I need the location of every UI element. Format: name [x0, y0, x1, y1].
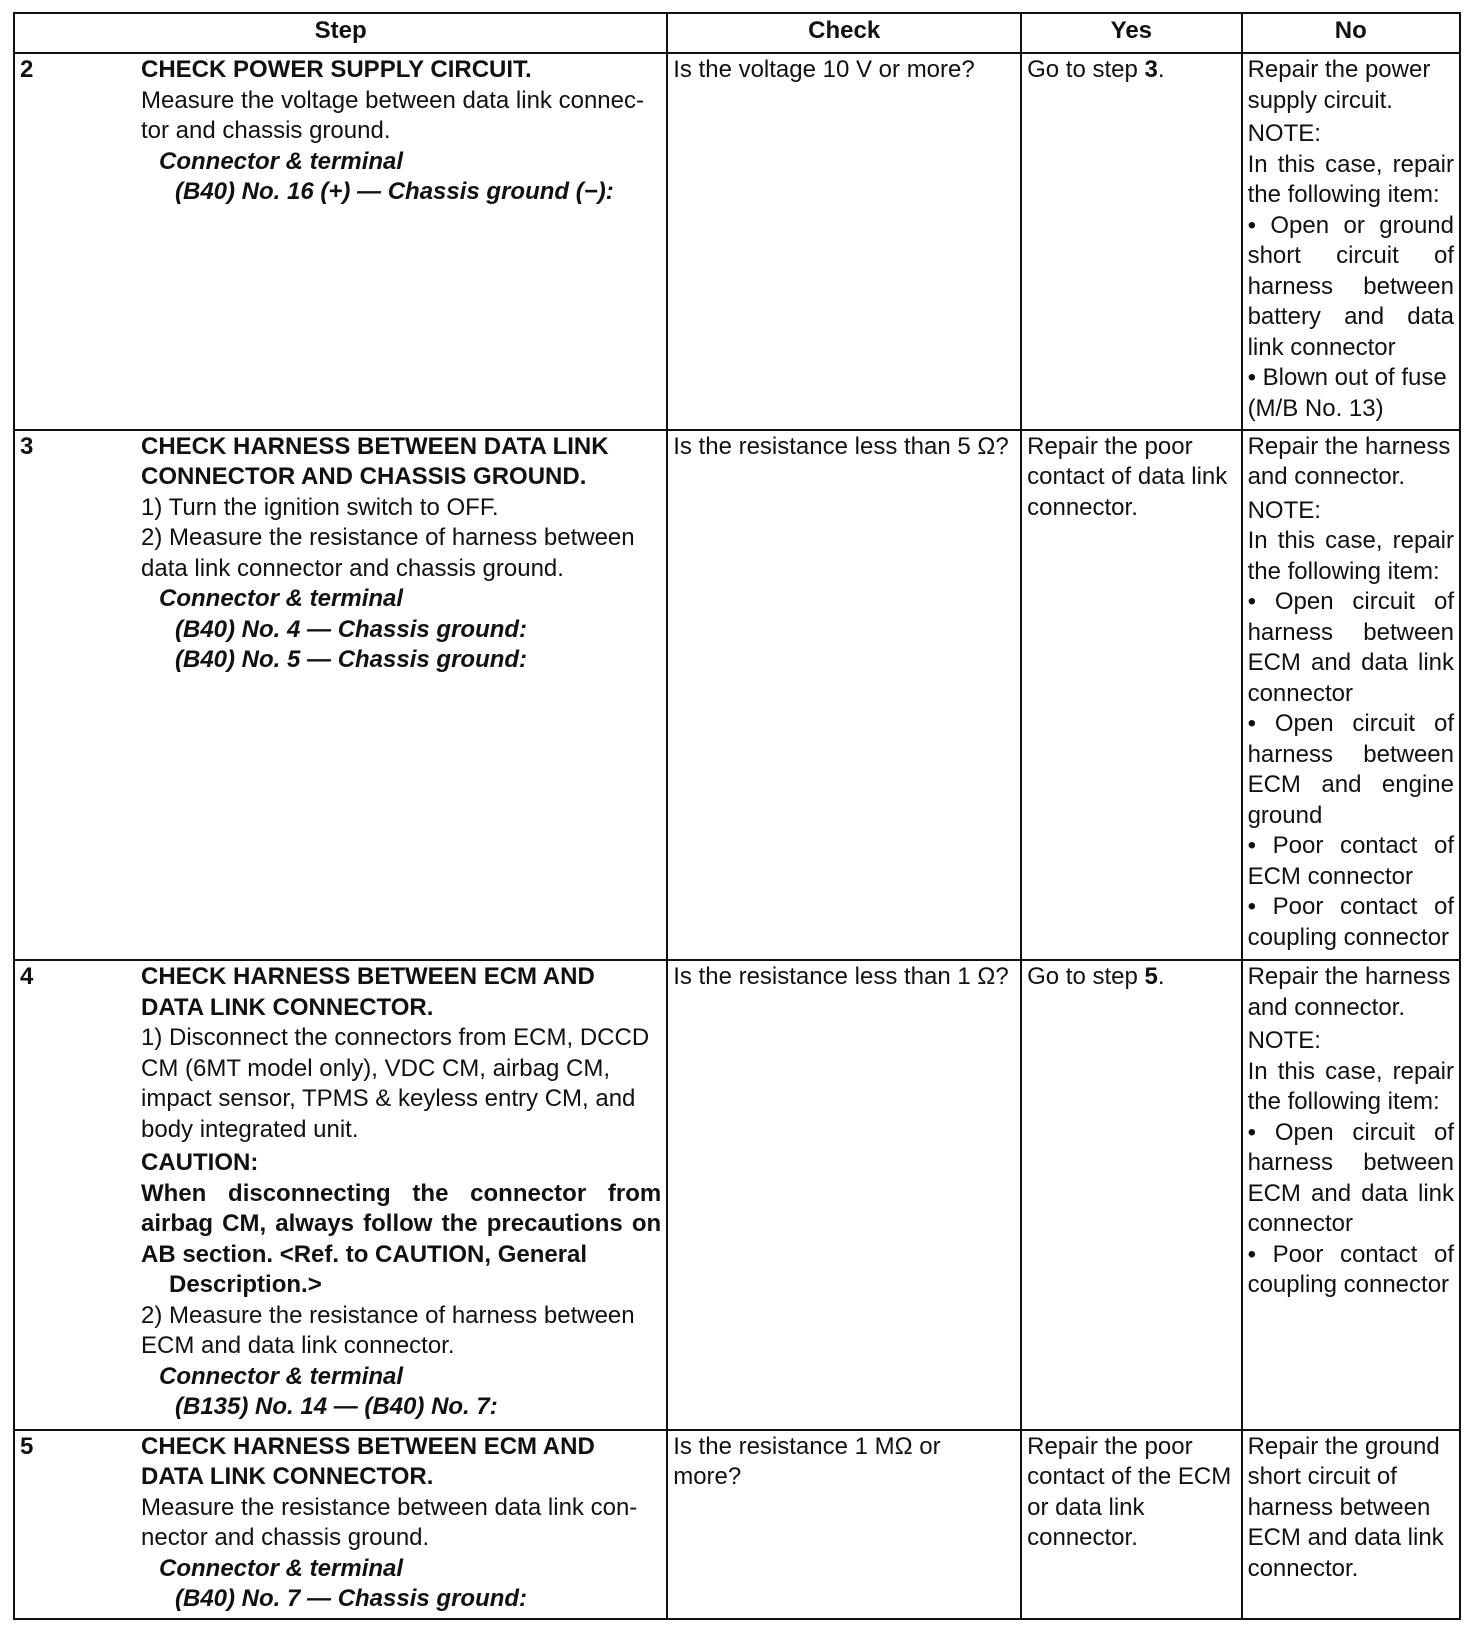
step-title: CHECK HARNESS BETWEEN ECM AND [141, 963, 595, 991]
header-yes: Yes [1021, 13, 1241, 53]
note-item: • Open circuit of harness between ECM and engine ground [1247, 710, 1454, 829]
terminal-spec: (B40) No. 16 (+) — Chassis ground (−): [175, 178, 614, 205]
note-item: • Open circuit of harness between ECM and data link connector [1247, 1118, 1454, 1238]
note-label: NOTE: [1247, 496, 1321, 524]
step-text: 1) Turn the ignition switch to OFF. [141, 493, 499, 521]
step-title: CHECK HARNESS BETWEEN ECM AND [141, 1432, 595, 1460]
check-cell: Is the voltage 10 V or more? [667, 53, 1021, 430]
terminal-spec: (B40) No. 5 — Chassis ground: [175, 646, 528, 674]
table-row [14, 53, 1460, 430]
step-text: nector and chassis ground. [141, 1524, 430, 1552]
step-title: CONNECTOR AND CHASSIS GROUND. [141, 463, 587, 491]
note-text: In this case, repair the following item: [1247, 150, 1454, 208]
step-title: CHECK HARNESS BETWEEN DATA LINK [141, 432, 609, 460]
step-title: DATA LINK CONNECTOR. [141, 993, 434, 1021]
table-row [14, 1430, 1460, 1619]
terminal-spec: (B40) No. 4 — Chassis ground: [175, 615, 528, 643]
header-step: Step [14, 13, 667, 53]
step-number: 2 [20, 56, 34, 83]
yes-step-number: 5 [1144, 963, 1158, 991]
note-item: • Poor contact of ECM connector [1247, 832, 1454, 890]
step-number: 4 [20, 963, 34, 991]
step-cell [14, 1430, 667, 1619]
no-cell [1242, 430, 1460, 961]
note-item: • Open or ground short circuit of harness between battery and data link connector [1247, 211, 1454, 361]
step-number: 3 [20, 432, 34, 460]
connector-label: Connector & terminal [159, 1362, 404, 1390]
step-title: CHECK POWER SUPPLY CIRCUIT. [141, 56, 532, 83]
yes-text: Go to step [1027, 56, 1145, 83]
yes-cell: Repair the poor contact of the ECM or data link connector. [1021, 1430, 1241, 1619]
note-label: NOTE: [1247, 1027, 1321, 1055]
yes-cell [1021, 53, 1241, 430]
no-main-text: Repair the harness and connector. [1247, 432, 1451, 491]
note-item: • Blown out of fuse (M/B No. 13) [1247, 364, 1447, 422]
connector-label: Connector & terminal [159, 147, 404, 175]
check-cell: Is the resistance less than 1 Ω? [667, 960, 1021, 1429]
yes-text: Go to step [1027, 963, 1145, 991]
note-item: • Open circuit of harness between ECM and data link connector [1247, 588, 1454, 707]
note-text: In this case, repair the following item: [1247, 1057, 1454, 1116]
no-cell [1242, 53, 1460, 430]
caution-text: When disconnecting the connector from airbag CM, always follow the precautions on AB section. <Ref. to CAUTION, General [141, 1179, 662, 1268]
step-text: Measure the resistance between data link con- [141, 1493, 638, 1521]
step-text: 1) Disconnect the connectors from ECM, DCCD CM (6MT model only), VDC CM, airbag CM, impact sensor, TPMS & keyless entry CM, and body integrated unit. [141, 1024, 650, 1143]
header-check: Check [667, 13, 1021, 53]
step-cell [14, 430, 667, 961]
step-text: tor and chassis ground. [141, 117, 391, 144]
note-item: • Poor contact of coupling connector [1247, 1240, 1454, 1299]
yes-suffix: . [1157, 963, 1165, 991]
no-cell [1242, 960, 1460, 1429]
yes-cell: Repair the poor contact of data link connector. [1021, 430, 1241, 961]
header-row [14, 13, 1460, 53]
caution-label: CAUTION: [141, 1149, 259, 1177]
no-main-text: Repair the harness and connector. [1247, 963, 1451, 1021]
note-label: NOTE: [1247, 120, 1321, 147]
step-cell [14, 53, 667, 430]
connector-label: Connector & terminal [159, 585, 404, 613]
note-item: • Poor contact of coupling connector [1247, 893, 1454, 951]
no-main-text: Repair the power supply circuit. [1247, 56, 1431, 114]
connector-label: Connector & terminal [159, 1554, 404, 1582]
step-number: 5 [20, 1432, 34, 1460]
check-cell: Is the resistance 1 MΩ or more? [667, 1430, 1021, 1619]
yes-cell [1021, 960, 1241, 1429]
step-cell [14, 960, 667, 1429]
note-text: In this case, repair the following item: [1247, 527, 1454, 585]
header-no: No [1242, 13, 1460, 53]
diagnostic-table [13, 12, 1461, 1620]
caution-text-tail: Description.> [169, 1271, 322, 1299]
step-title: DATA LINK CONNECTOR. [141, 1463, 434, 1491]
no-cell: Repair the ground short circuit of harness between ECM and data link connector. [1242, 1430, 1460, 1619]
table-row [14, 960, 1460, 1429]
yes-suffix: . [1157, 56, 1165, 83]
step-text: Measure the voltage between data link connec- [141, 86, 644, 114]
step-text: 2) Measure the resistance of harness between ECM and data link connector. [141, 1301, 635, 1360]
step-text: 2) Measure the resistance of harness between data link connector and chassis ground. [141, 524, 635, 582]
terminal-spec: (B40) No. 7 — Chassis ground: [175, 1585, 528, 1613]
table-row [14, 430, 1460, 961]
yes-step-number: 3 [1144, 56, 1158, 83]
terminal-spec: (B135) No. 14 — (B40) No. 7: [175, 1393, 498, 1421]
check-cell: Is the resistance less than 5 Ω? [667, 430, 1021, 961]
